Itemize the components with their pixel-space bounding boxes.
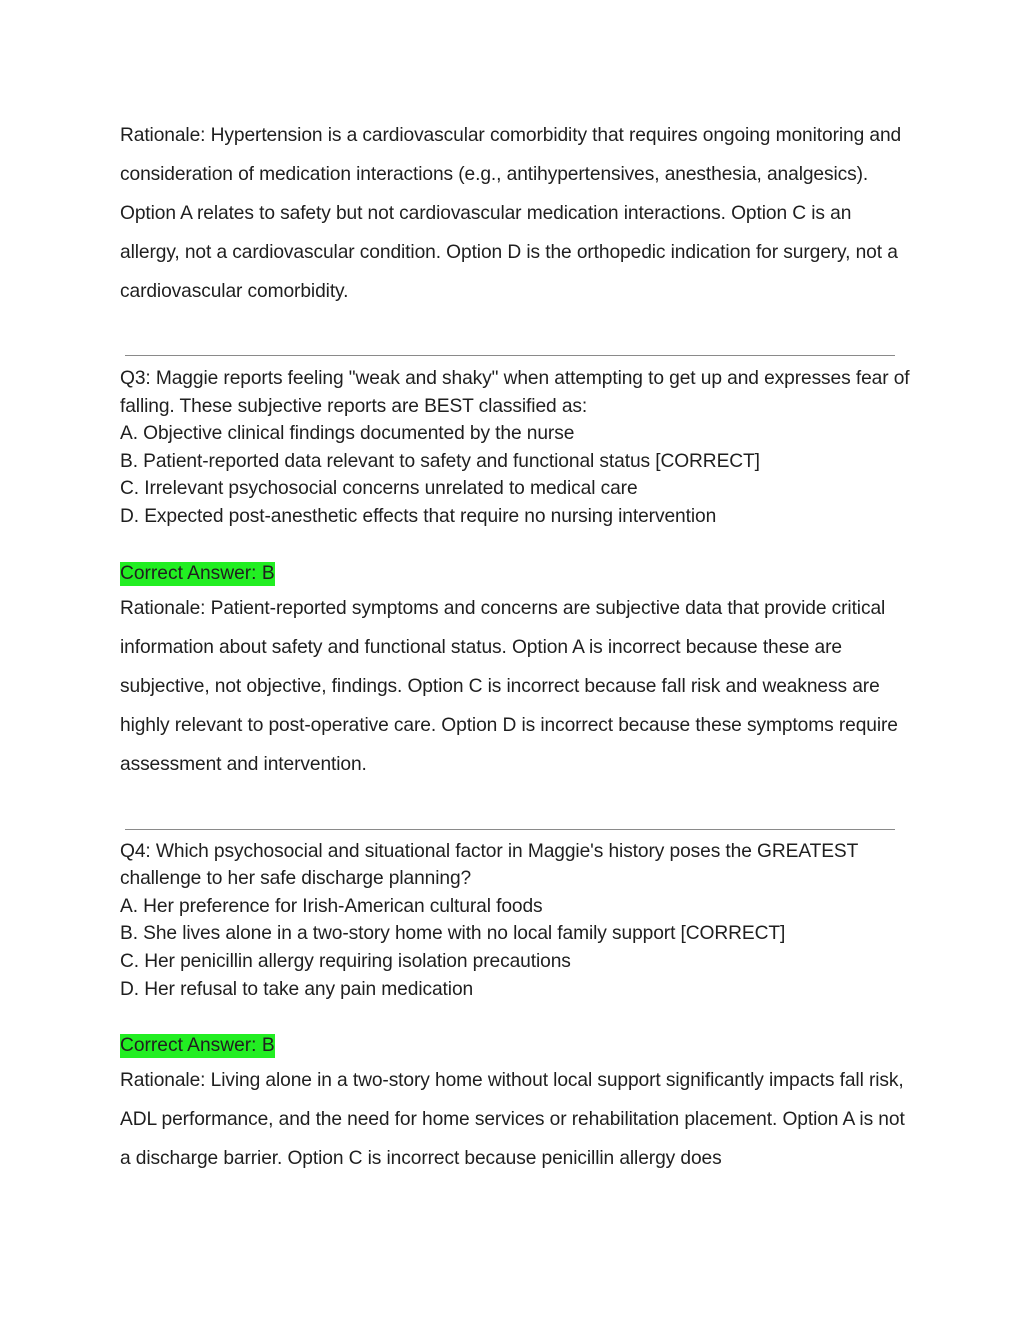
q4-correct-answer: Correct Answer: B <box>120 1035 275 1057</box>
document-page <box>120 116 910 1178</box>
q4-option-d: D. Her refusal to take any pain medication <box>120 978 474 1000</box>
q3-block <box>120 365 910 531</box>
q3-option-c: C. Irrelevant psychosocial concerns unrelated to medical care <box>120 478 638 500</box>
q3-option-b: B. Patient-reported data relevant to safety and functional status [CORRECT] <box>120 450 760 472</box>
q3-options <box>120 420 910 530</box>
q2-rationale: Rationale: Hypertension is a cardiovascular comorbidity that requires ongoing monitoring and consideration of medication interactions (e.g., antihypertensives, anesthesia, analgesics). Option A relates to safety but not cardiovascular medication interactions. Option C is an allergy, not a cardiovascular condition. Option D is the orthopedic indication for surgery, not a cardiovascular comorbidity. <box>120 125 902 302</box>
q4-question: Q4: Which psychosocial and situational factor in Maggie's history poses the GREATEST challenge to her safe discharge planning? <box>120 840 858 890</box>
q4-option-c: C. Her penicillin allergy requiring isolation precautions <box>120 950 571 972</box>
q4-options <box>120 893 910 1003</box>
q3-option-a: A. Objective clinical findings documented by the nurse <box>120 423 575 445</box>
q4-block <box>120 838 910 1004</box>
q3-option-d: D. Expected post-anesthetic effects that require no nursing intervention <box>120 505 717 527</box>
q3-rationale: Rationale: Patient-reported symptoms and concerns are subjective data that provide critical information about safety and functional status. Option A is incorrect because these are subjective, not objective, findings. Option C is incorrect because fall risk and weakness are highly relevant to post-operative care. Option D is incorrect because these symptoms require assessment and intervention. <box>120 597 898 775</box>
q3-correct-answer: Correct Answer: B <box>120 562 275 584</box>
q3-question: Q3: Maggie reports feeling "weak and shaky" when attempting to get up and expresses fear of falling. These subjective reports are BEST classified as: <box>120 368 910 417</box>
q4-option-b: B. She lives alone in a two-story home with no local family support [CORRECT] <box>120 923 786 945</box>
q4-option-a: A. Her preference for Irish-American cultural foods <box>120 895 543 917</box>
q4-rationale: Rationale: Living alone in a two-story home without local support significantly impacts fall risk, ADL performance, and the need for home services or rehabilitation placement. Option A is not a discharge barrier. Option C is incorrect because penicillin allergy does <box>120 1070 905 1170</box>
